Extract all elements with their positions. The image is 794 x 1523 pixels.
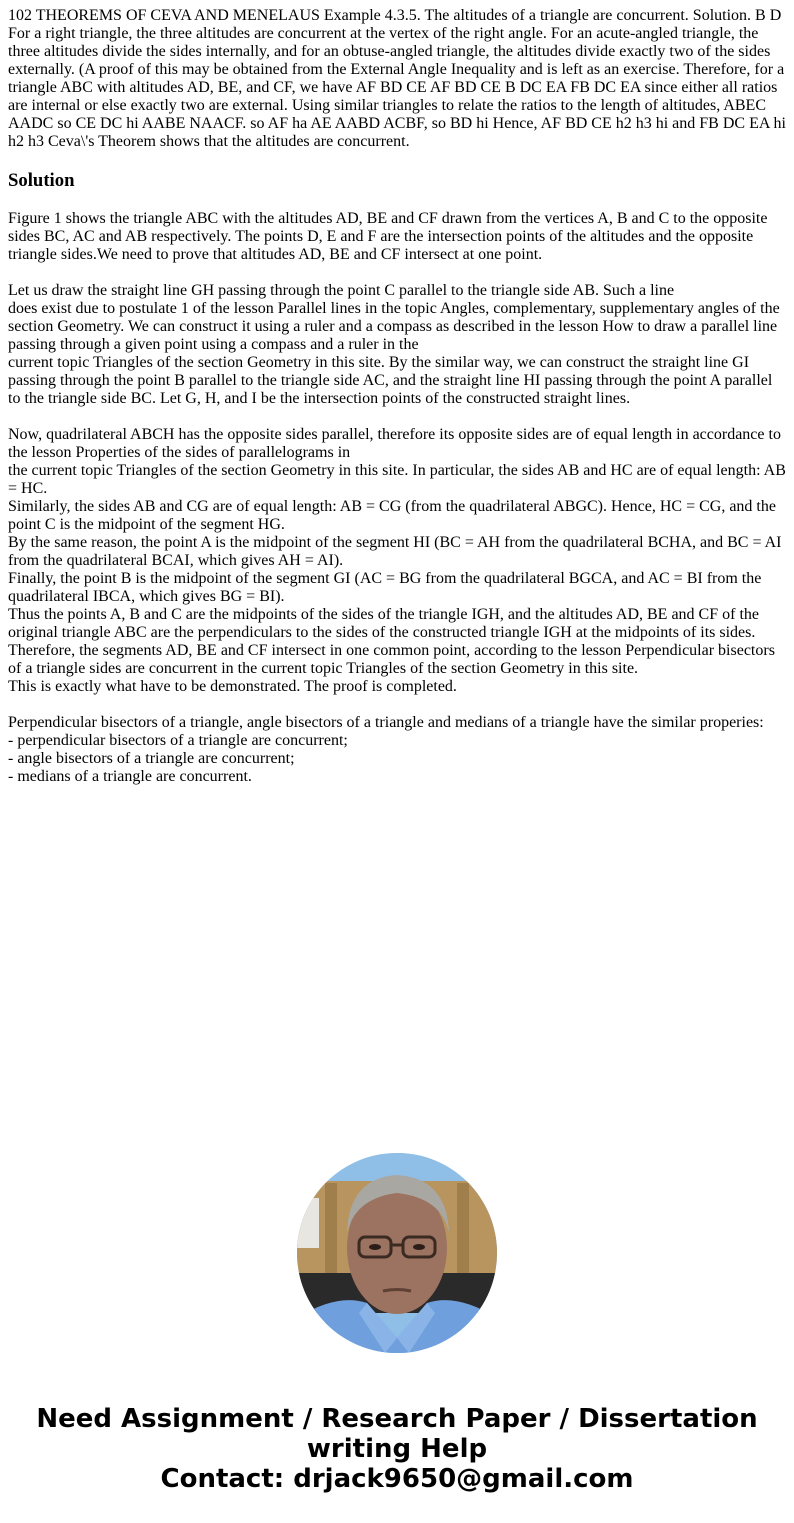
paragraph-line: Perpendicular bisectors of a triangle, angle bisectors of a triangle and medians of a triangle have the similar properies: xyxy=(8,714,764,731)
paragraph-line: does exist due to postulate 1 of the lesson Parallel lines in the topic Angles, complementary, supplementary angles of the section Geometry. We can construct it using a ruler and a compass as described in the lesson How to draw a parallel line passing through a given point using a compass and a ruler in the xyxy=(8,300,780,353)
avatar xyxy=(297,1153,497,1353)
paragraph-line: Let us draw the straight line GH passing through the point C parallel to the triangle side AB. Such a line xyxy=(8,282,675,299)
paragraph-line: current topic Triangles of the section Geometry in this site. By the similar way, we can construct the straight line GI passing through the point B parallel to the triangle side AC, and the straight line HI passing through the point A parallel to the triangle side BC. Let G, H, and I be the intersection points of the constructed straight lines. xyxy=(8,354,773,407)
paragraph-line: Finally, the point B is the midpoint of the segment GI (AC = BG from the quadrilateral BGCA, and AC = BI from the quadrilateral IBCA, which gives BG = BI). xyxy=(8,570,762,605)
paragraph-line: Thus the points A, B and C are the midpoints of the sides of the triangle IGH, and the altitudes AD, BE and CF of the original triangle ABC are the perpendiculars to the sides of the constructed triangle IGH at the midpoints of its sides. xyxy=(8,606,759,641)
paragraph-line: the current topic Triangles of the section Geometry in this site. In particular, the sides AB and HC are of equal length: AB = HC. xyxy=(8,462,786,497)
paragraph-line: Therefore, the segments AD, BE and CF intersect in one common point, according to the lesson Perpendicular bisectors of a triangle sides are concurrent in the current topic Triangles of the section Geometry in this site. xyxy=(8,642,775,677)
paragraph-line: This is exactly what have to be demonstrated. The proof is completed. xyxy=(8,678,457,695)
paragraph-figure-description xyxy=(8,210,786,264)
paragraph-line: Similarly, the sides AB and CG are of equal length: AB = CG (from the quadrilateral ABGC). Hence, HC = CG, and the point C is the midpoint of the segment HG. xyxy=(8,498,776,533)
paragraph-similar-properties xyxy=(8,714,786,786)
paragraph-construction xyxy=(8,282,786,408)
portrait-image xyxy=(297,1153,497,1353)
promo-line-2: writing Help xyxy=(306,1434,488,1464)
paragraph-proof xyxy=(8,426,786,696)
paragraph-line: Figure 1 shows the triangle ABC with the altitudes AD, BE and CF drawn from the vertices A, B and C to the opposite sides BC, AC and AB respectively. The points D, E and F are the intersection points of the altitudes and the opposite triangle sides.We need to prove that altitudes AD, BE and CF intersect at one point. xyxy=(8,210,768,263)
promo-banner xyxy=(0,1404,794,1494)
promo-contact-email: Contact: drjack9650@gmail.com xyxy=(160,1464,634,1494)
solution-heading: Solution xyxy=(8,170,75,191)
list-item: - angle bisectors of a triangle are concurrent; xyxy=(8,750,295,767)
paragraph-line: Now, quadrilateral ABCH has the opposite sides parallel, therefore its opposite sides are of equal length in accordance to the lesson Properties of the sides of parallelograms in xyxy=(8,426,781,461)
intro-paragraph: 102 THEOREMS OF CEVA AND MENELAUS Example 4.3.5. The altitudes of a triangle are concurrent. Solution. B D For a right triangle, the three altitudes are concurrent at the vertex of the right angle. For an acute-angled triangle, the three altitudes divide the sides internally, and for an obtuse-angled triangle, the altitudes divide exactly two of the sides externally. (A proof of this may be obtained from the External Angle Inequality and is left as an exercise. Therefore, for a triangle ABC with altitudes AD, BE, and CF, we have AF BD CE AF BD CE B DC EA FB DC EA since either all ratios are internal or else exactly two are external. Using similar triangles to relate the ratios to the length of altitudes, ABEC AADC so CE DC hi AABE NAACF. so AF ha AE AABD ACBF, so BD hi Hence, AF BD CE h2 h3 hi and FB DC EA hi h2 h3 Ceva\'s Theorem shows that the altitudes are concurrent. xyxy=(8,7,786,150)
paragraph-line: By the same reason, the point A is the midpoint of the segment HI (BC = AH from the quadrilateral BCHA, and BC = AI from the quadrilateral BCAI, which gives AH = AI). xyxy=(8,534,782,569)
list-item: - perpendicular bisectors of a triangle are concurrent; xyxy=(8,732,348,749)
list-item: - medians of a triangle are concurrent. xyxy=(8,768,252,785)
promo-line-1: Need Assignment / Research Paper / Dissertation xyxy=(36,1404,758,1434)
